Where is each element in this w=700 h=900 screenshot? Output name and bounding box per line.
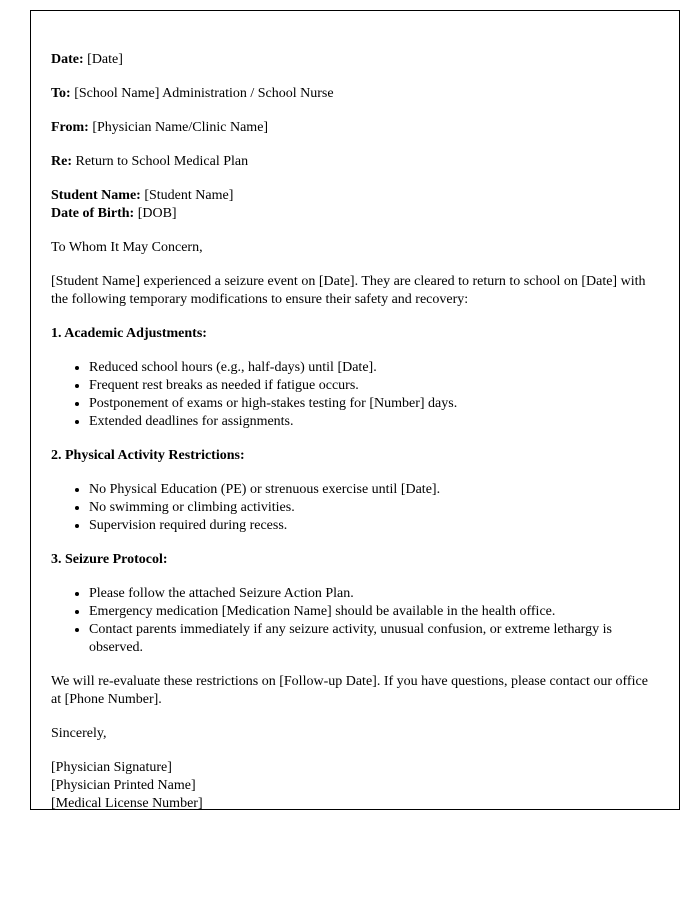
intro-paragraph: [Student Name] experienced a seizure event on [Date]. They are cleared to return to school on [Date] with the following temporary modifications to ensure their safety and recovery:: [51, 274, 646, 307]
student-name-line: [51, 187, 659, 205]
field-from-value: [Physician Name/Clinic Name]: [92, 120, 269, 135]
student-name-value: [Student Name]: [144, 188, 234, 203]
list-item: • Extended deadlines for assignments.: [89, 413, 659, 431]
field-re: [51, 153, 659, 171]
date-of-birth-label: Date of Birth:: [51, 206, 135, 221]
list-item: • Postponement of exams or high-stakes testing for [Number] days.: [89, 395, 659, 413]
date-of-birth-line: [51, 205, 659, 223]
list-item: • Contact parents immediately if any seizure activity, unusual confusion, or extreme lethargy is observed.: [89, 621, 659, 657]
list-item: • Supervision required during recess.: [89, 517, 659, 535]
section-heading-seizure-protocol: 3. Seizure Protocol:: [51, 552, 168, 567]
list-item: • No Physical Education (PE) or strenuous exercise until [Date].: [89, 481, 659, 499]
seizure-protocol-list: [51, 585, 659, 657]
signature-line: [Medical License Number]: [51, 796, 203, 810]
field-to-label: To:: [51, 86, 71, 101]
list-item: • Reduced school hours (e.g., half-days) until [Date].: [89, 359, 659, 377]
field-date-label: Date:: [51, 52, 84, 67]
field-to-value: [School Name] Administration / School Nurse: [74, 86, 334, 101]
section-heading-physical-activity: 2. Physical Activity Restrictions:: [51, 448, 245, 463]
signature-block: [51, 759, 659, 810]
list-item: • No swimming or climbing activities.: [89, 499, 659, 517]
field-re-value: Return to School Medical Plan: [75, 154, 249, 169]
list-item: • Please follow the attached Seizure Action Plan.: [89, 585, 659, 603]
field-from-label: From:: [51, 120, 89, 135]
signature-line: [Physician Printed Name]: [51, 778, 196, 793]
field-from: [51, 119, 659, 137]
field-date-value: [Date]: [87, 52, 123, 67]
list-item: • Emergency medication [Medication Name] should be available in the health office.: [89, 603, 659, 621]
student-name-label: Student Name:: [51, 188, 141, 203]
section-heading-academic-adjustments: 1. Academic Adjustments:: [51, 326, 207, 341]
physical-activity-list: [51, 481, 659, 535]
salutation: To Whom It May Concern,: [51, 240, 203, 255]
list-item: • Frequent rest breaks as needed if fatigue occurs.: [89, 377, 659, 395]
letter-page: [30, 10, 680, 810]
date-of-birth-value: [DOB]: [137, 206, 177, 221]
closing-paragraph: We will re-evaluate these restrictions on [Follow-up Date]. If you have questions, please contact our office at [Phone Number].: [51, 674, 648, 707]
field-to: [51, 85, 659, 103]
field-date: [51, 51, 659, 69]
academic-adjustments-list: [51, 359, 659, 431]
field-re-label: Re:: [51, 154, 72, 169]
student-block: [51, 187, 659, 223]
signature-line: [Physician Signature]: [51, 760, 172, 775]
signoff: Sincerely,: [51, 726, 107, 741]
